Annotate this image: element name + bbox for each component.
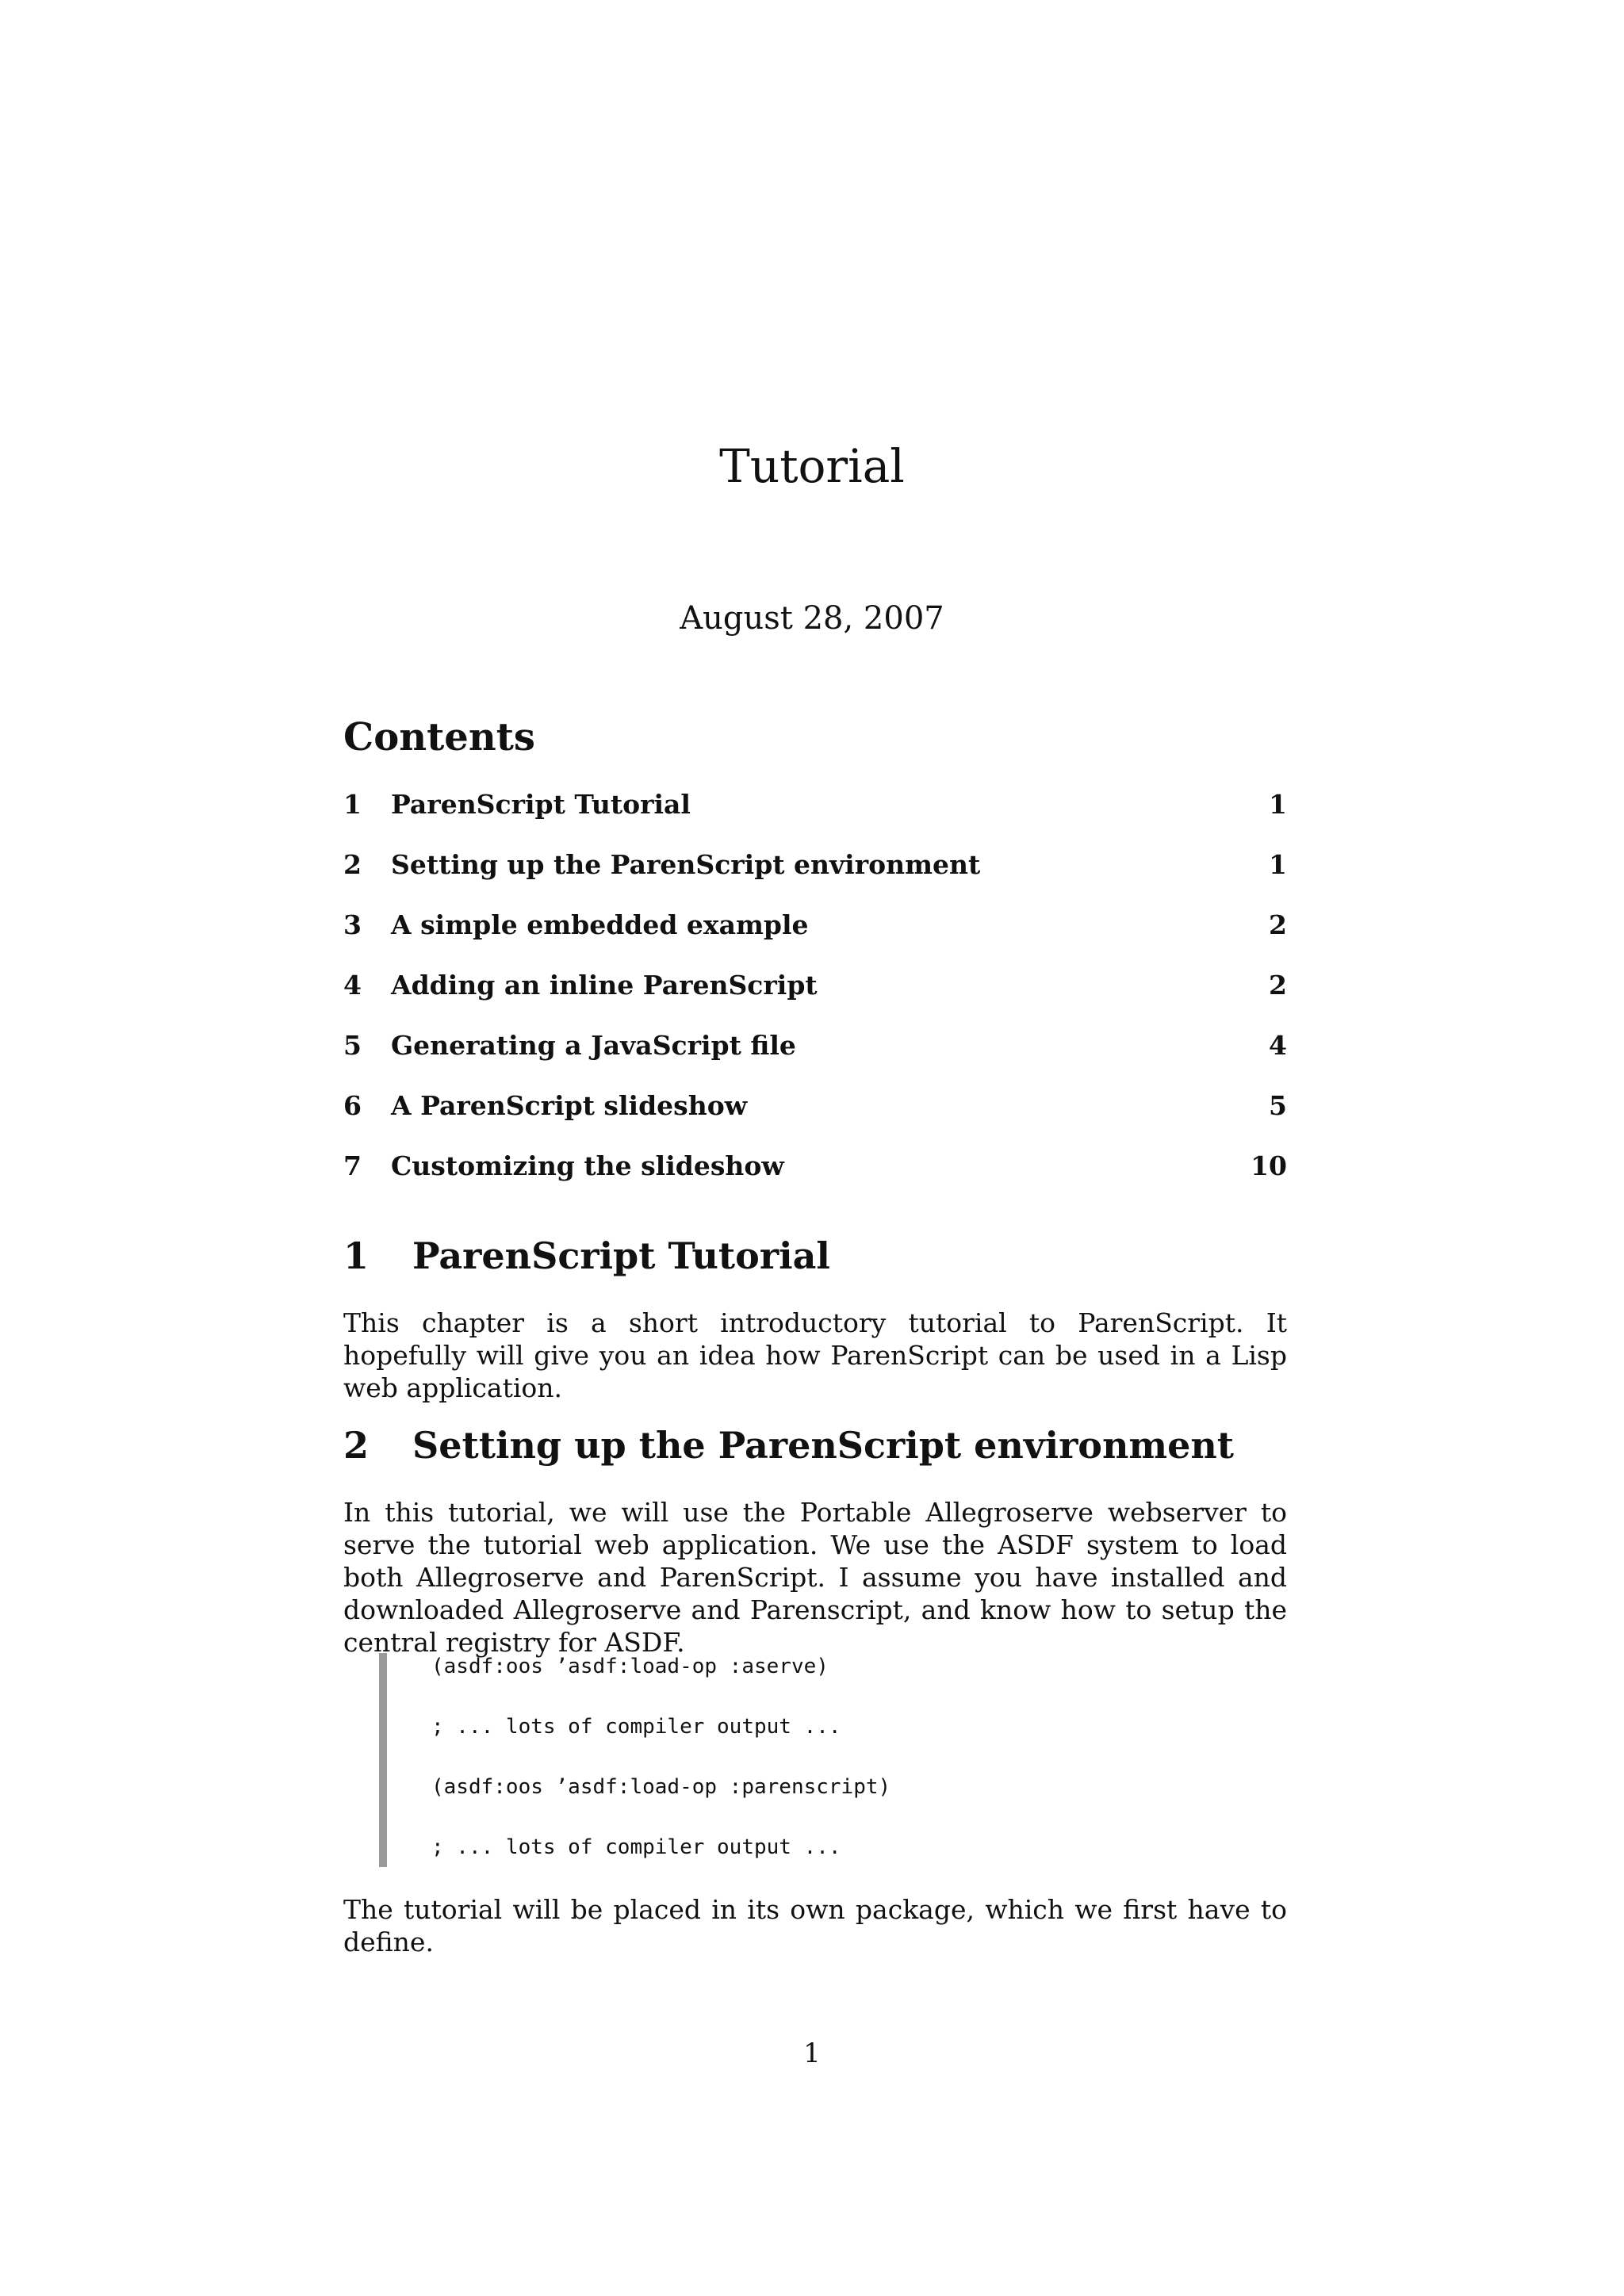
section-title: Setting up the ParenScript environment xyxy=(412,1424,1235,1467)
toc-entry-page: 4 xyxy=(1269,1030,1287,1061)
toc-entry-label: ParenScript Tutorial xyxy=(391,789,691,820)
section-number: 2 xyxy=(343,1424,370,1467)
paragraph-after-code: The tutorial will be placed in its own package, which we first have to define. xyxy=(343,1894,1287,1957)
page-number: 1 xyxy=(803,2038,821,2069)
toc-entry[interactable] xyxy=(343,1146,1287,1207)
toc-entry-label: A ParenScript slideshow xyxy=(391,1090,748,1121)
table-of-contents xyxy=(343,785,1287,1207)
toc-entry[interactable] xyxy=(343,1086,1287,1146)
section-heading xyxy=(343,1232,830,1280)
toc-entry[interactable] xyxy=(343,845,1287,905)
toc-entry-label: Customizing the slideshow xyxy=(391,1150,784,1181)
toc-entry[interactable] xyxy=(343,905,1287,966)
toc-entry-label: A simple embedded example xyxy=(391,909,809,940)
toc-entry-label: Generating a JavaScript file xyxy=(391,1030,796,1061)
section-number: 1 xyxy=(343,1234,370,1277)
toc-entry-page: 10 xyxy=(1251,1150,1287,1181)
toc-entry-number: 6 xyxy=(343,1090,362,1121)
toc-entry-number: 5 xyxy=(343,1030,362,1061)
code-line: ; ... lots of compiler output ... xyxy=(431,1715,841,1739)
toc-entry-number: 4 xyxy=(343,970,362,1001)
section-body: This chapter is a short introductory tutorial to ParenScript. It hopefully will give you an idea how ParenScript can be used in a Lisp web application. xyxy=(343,1307,1287,1403)
code-listing xyxy=(379,1653,1101,1867)
toc-entry-label: Adding an inline ParenScript xyxy=(391,970,818,1001)
toc-entry-number: 2 xyxy=(343,849,362,880)
toc-entry-label: Setting up the ParenScript environment xyxy=(391,849,981,880)
toc-entry-number: 7 xyxy=(343,1150,362,1181)
section-title: ParenScript Tutorial xyxy=(412,1234,830,1277)
toc-entry-page: 2 xyxy=(1269,970,1287,1001)
toc-entry-page: 1 xyxy=(1269,849,1287,880)
toc-entry-page: 5 xyxy=(1269,1090,1287,1121)
document-title: Tutorial xyxy=(719,439,905,493)
toc-entry[interactable] xyxy=(343,966,1287,1026)
toc-entry[interactable] xyxy=(343,785,1287,845)
toc-entry-page: 1 xyxy=(1269,789,1287,820)
code-line: (asdf:oos ’asdf:load-op :parenscript) xyxy=(431,1775,891,1799)
toc-entry[interactable] xyxy=(343,1026,1287,1086)
section-heading xyxy=(343,1422,1234,1469)
section-body: In this tutorial, we will use the Portable Allegroserve webserver to serve the tutorial web application. We use the ASDF system to load both Allegroserve and ParenScript. I assume you have installed and downloaded Allegroserve and Parenscript, and know how to setup the central registry for ASDF. xyxy=(343,1497,1287,1658)
toc-entry-number: 3 xyxy=(343,909,362,940)
document-date: August 28, 2007 xyxy=(680,600,944,637)
toc-entry-number: 1 xyxy=(343,789,362,820)
contents-heading: Contents xyxy=(343,715,535,760)
code-line: ; ... lots of compiler output ... xyxy=(431,1835,841,1859)
toc-entry-page: 2 xyxy=(1269,909,1287,940)
code-line: (asdf:oos ’asdf:load-op :aserve) xyxy=(431,1655,829,1678)
